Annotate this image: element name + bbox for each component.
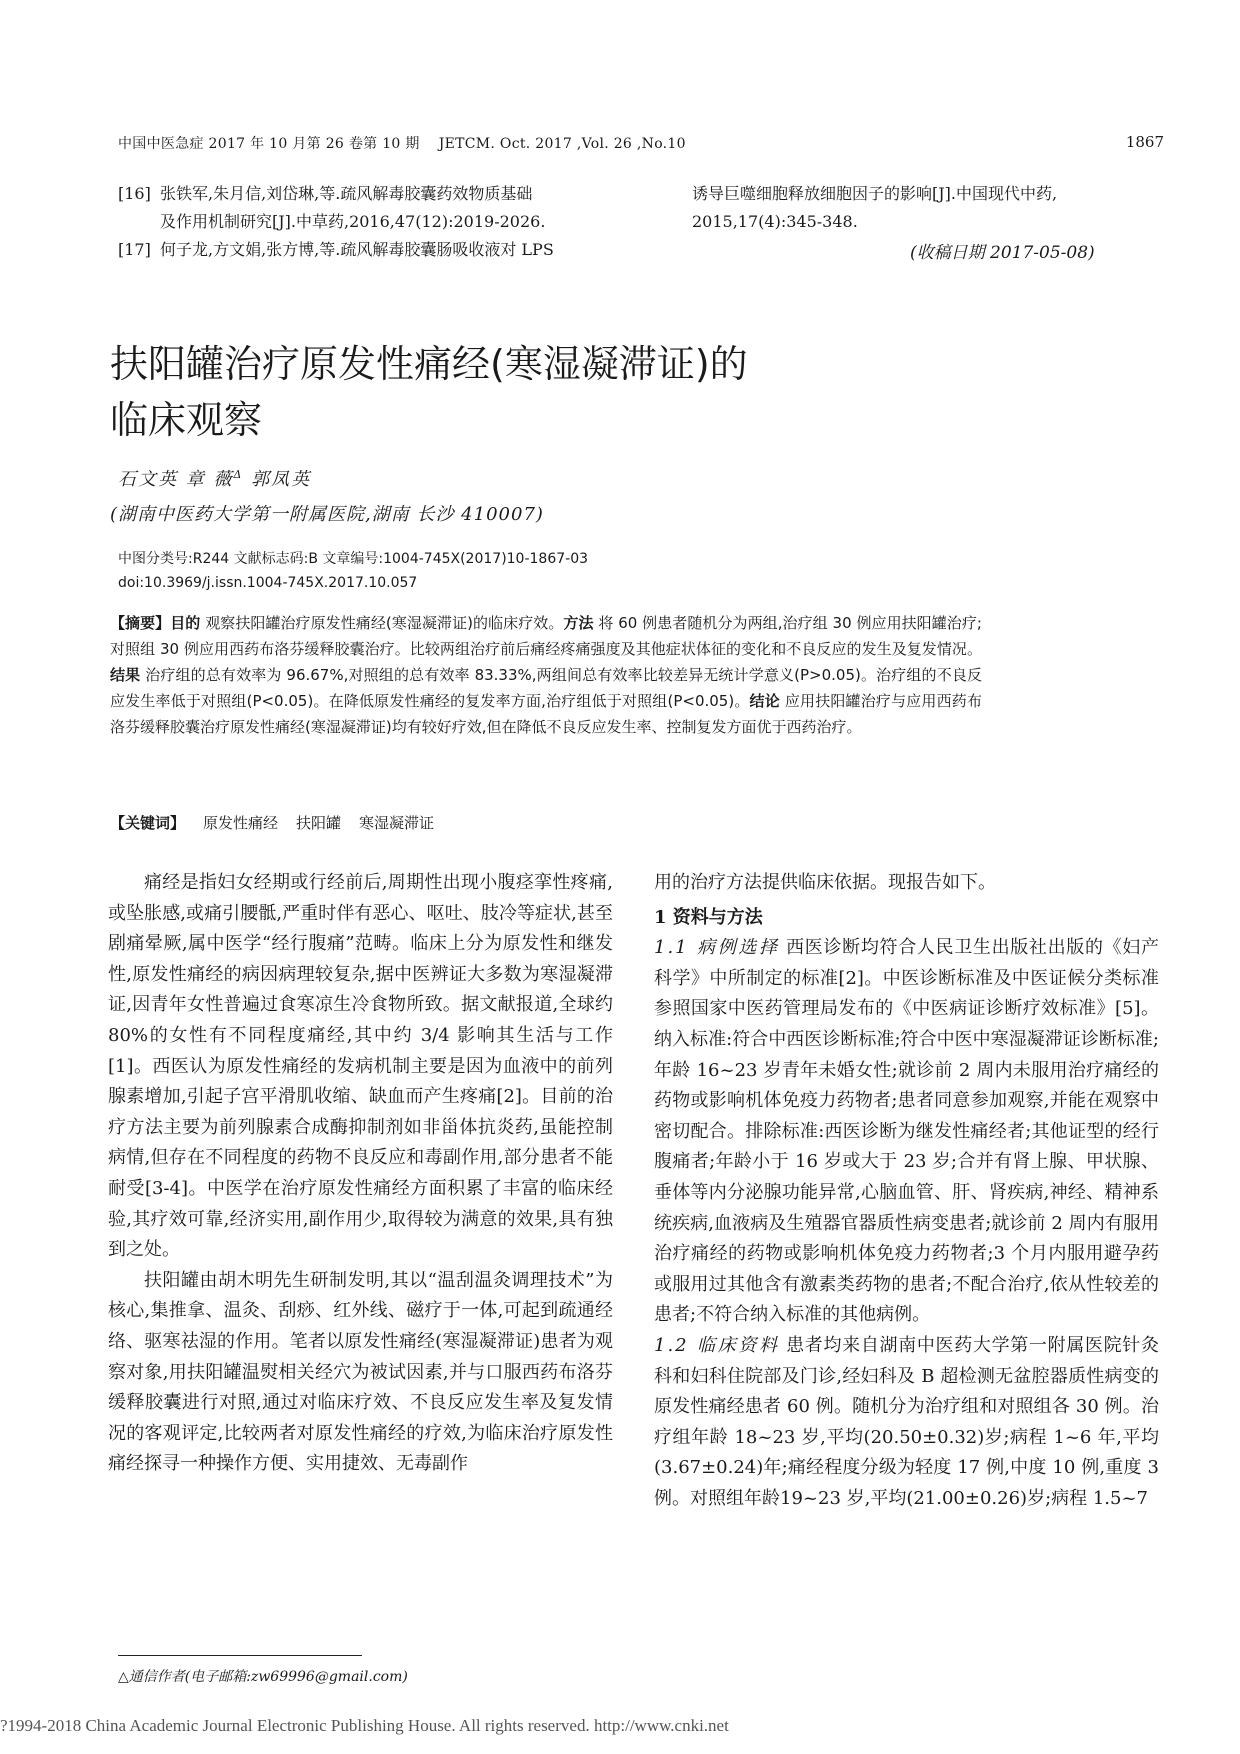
reference-text: 何子龙,方文娟,张方博,等.疏风解毒胶囊肠吸收液对 LPS bbox=[160, 240, 554, 259]
conclusion-text: 应用扶阳罐治疗与应用西药布洛芬缓释胶囊治疗原发性痛经(寒湿凝滞证)均有较好疗效,但在降低不良反应发生率、控制复发方面优于西药治疗。 bbox=[110, 692, 982, 736]
abstract-label: 【摘要】 bbox=[110, 614, 171, 632]
subsection-text: 患者均来自湖南中医药大学第一附属医院针灸科和妇科住院部及门诊,经妇科及 B 超检测无盆腔器质性病变的原发性痛经患者 60 例。随机分为治疗组和对照组各 30 例。治疗组年龄 18~23 岁,平均(20.50±0.32)岁;病程 1~6 年,平均(3.67±0.24)年;痛经程度分级为轻度 17 例,中度 10 例,重度 3 例。对照组年龄19~23 岁,平均(21.00±0.26)岁;病程 1.5~7 bbox=[654, 1334, 1159, 1509]
abstract bbox=[110, 610, 982, 740]
affiliation: (湖南中医药大学第一附属医院,湖南 长沙 410007) bbox=[110, 504, 544, 525]
reference-text: 及作用机制研究[J].中草药,2016,47(12):2019-2026. bbox=[160, 212, 546, 231]
conclusion-label: 结论 bbox=[749, 692, 780, 710]
objective-text: 观察扶阳罐治疗原发性痛经(寒湿凝滞证)的临床疗效。 bbox=[200, 614, 564, 632]
corresponding-mark: Δ bbox=[233, 468, 244, 481]
received-date: (收稿日期 2017-05-08) bbox=[910, 243, 1095, 263]
objective-label: 目的 bbox=[170, 614, 201, 632]
title-line: 扶阳罐治疗原发性痛经(寒湿凝滞证)的 bbox=[110, 342, 748, 386]
article-title bbox=[110, 336, 1010, 448]
copyright-notice: ?1994-2018 China Academic Journal Electronic Publishing House. All rights reserved. http://www.cnki.net bbox=[0, 1716, 729, 1735]
subsection-text: 西医诊断均符合人民卫生出版社出版的《妇产科学》中所制定的标准[2]。中医诊断标准及中医证候分类标准参照国家中医药管理局发布的《中医病证诊断疗效标准》[5]。纳入标准:符合中西医诊断标准;符合中医中寒湿凝滞证诊断标准;年龄 16~23 岁青年未婚女性;就诊前 2 周内未服用治疗痛经的药物或影响机体免疫力药物者;患者同意参加观察,并能在观察中密切配合。排除标准:西医诊断为继发性痛经者;其他证型的经行腹痛者;年龄小于 16 岁或大于 23 岁;合并有肾上腺、甲状腺、垂体等内分泌腺功能异常,心脑血管、肝、肾疾病,神经、精神系统疾病,血液病及生殖器官器质性病变患者;就诊前 2 周内有服用治疗痛经的药物或影响机体免疫力药物者;3 个月内服用避孕药或服用过其他含有激素类药物的患者;不配合治疗,依从性较差的患者;不符合纳入标准的其他病例。 bbox=[654, 937, 1159, 1326]
author-names: 郭凤英 bbox=[243, 469, 312, 490]
subsection-label: 1.1 病例选择 bbox=[654, 937, 780, 959]
section-heading: 1 资料与方法 bbox=[654, 906, 763, 928]
journal-cn: 中国中医急症 2017 年 10 月第 26 卷第 10 期 bbox=[118, 136, 420, 152]
reference-number: [17] bbox=[118, 240, 151, 259]
body-paragraph: 痛经是指妇女经期或行经前后,周期性出现小腹痉挛性疼痛,或坠胀感,或痛引腰骶,严重时伴有恶心、呕吐、肢冷等症状,甚至剧痛晕厥,属中医学“经行腹痛”范畴。临床上分为原发性和继发性,原发性痛经的病因病理较复杂,据中医辨证大多数为寒湿凝滞证,因青年女性普遍过食寒凉生冷食物所致。据文献报道,全球约 80%的女性有不同程度痛经,其中约 3/4 影响其生活与工作[1]。西医认为原发性痛经的发病机制主要是因为血液中的前列腺素增加,引起子宫平滑肌收缩、缺血而产生疼痛[2]。目前的治疗方法主要为前列腺素合成酶抑制剂如非甾体抗炎药,虽能控制病情,但存在不同程度的药物不良反应和毒副作用,部分患者不能耐受[3-4]。中医学在治疗原发性痛经方面积累了丰富的临床经验,其疗效可靠,经济实用,副作用少,取得较为满意的效果,具有独到之处。 bbox=[108, 872, 613, 1261]
body-paragraph: 用的治疗方法提供临床依据。现报告如下。 bbox=[654, 872, 996, 893]
reference-text: 诱导巨噬细胞释放细胞因子的影响[J].中国现代中药, bbox=[692, 184, 1058, 203]
footnote: △通信作者(电子邮箱:zw69996@gmail.com) bbox=[118, 1669, 408, 1685]
body-right-column bbox=[654, 868, 1159, 1514]
reference-text: 张铁军,朱月信,刘岱琳,等.疏风解毒胶囊药效物质基础 bbox=[160, 184, 533, 203]
footnote-rule bbox=[118, 1655, 362, 1656]
keyword: 原发性痛经 bbox=[203, 814, 279, 832]
author-list bbox=[118, 465, 311, 491]
reference-16 bbox=[118, 180, 618, 236]
result-label: 结果 bbox=[110, 666, 141, 684]
reference-text: 2015,17(4):345-348. bbox=[692, 212, 858, 231]
doi-line: doi:10.3969/j.issn.1004-745X.2017.10.057 bbox=[118, 575, 418, 591]
author-names: 石文英 章 薇 bbox=[118, 469, 234, 490]
subsection-paragraph bbox=[654, 1331, 1159, 1515]
method-label: 方法 bbox=[563, 614, 594, 632]
keywords-label: 【关键词】 bbox=[110, 814, 186, 832]
reference-17 bbox=[118, 236, 618, 264]
method-text: 将 60 例患者随机分为两组,治疗组 30 例应用扶阳罐治疗;对照组 30 例应用西药布洛芬缓释胶囊治疗。比较两组治疗前后痛经疼痛强度及其他症状体征的变化和不良反应的发生及复发情况。 bbox=[110, 614, 982, 658]
subsection-paragraph bbox=[654, 933, 1159, 1331]
reference-number: [16] bbox=[118, 184, 151, 203]
references-right bbox=[692, 180, 1172, 236]
page-number: 1867 bbox=[1125, 133, 1164, 151]
result-text: 治疗组的总有效率为 96.67%,对照组的总有效率 83.33%,两组间总有效率比较差异无统计学意义(P>0.05)。治疗组的不良反应发生率低于对照组(P<0.05)。在降低原发性痛经的复发率方面,治疗组低于对照组(P<0.05)。 bbox=[110, 666, 982, 710]
title-line: 临床观察 bbox=[110, 398, 263, 442]
keyword: 扶阳罐 bbox=[296, 814, 342, 832]
keywords bbox=[110, 812, 434, 833]
references-left bbox=[118, 180, 618, 264]
body-paragraph: 扶阳罐由胡木明先生研制发明,其以“温刮温灸调理技术”为核心,集推拿、温灸、刮痧、红外线、磁疗于一体,可起到疏通经络、驱寒祛湿的作用。笔者以原发性痛经(寒湿凝滞证)患者为观察对象,用扶阳罐温熨相关经穴为被试因素,并与口服西药布洛芬缓释胶囊进行对照,通过对临床疗效、不良反应发生率及复发情况的客观评定,比较两者对原发性痛经的疗效,为临床治疗原发性痛经探寻一种操作方便、实用捷效、无毒副作 bbox=[108, 1269, 613, 1475]
keyword: 寒湿凝滞证 bbox=[359, 814, 435, 832]
body-left-column bbox=[108, 868, 613, 1480]
subsection-label: 1.2 临床资料 bbox=[654, 1334, 780, 1356]
running-header bbox=[118, 133, 1164, 155]
journal-info bbox=[118, 133, 686, 153]
journal-en: JETCM. Oct. 2017 ,Vol. 26 ,No.10 bbox=[438, 136, 686, 152]
classification-line: 中图分类号:R244 文献标志码:B 文章编号:1004-745X(2017)10-1867-03 bbox=[118, 551, 589, 567]
